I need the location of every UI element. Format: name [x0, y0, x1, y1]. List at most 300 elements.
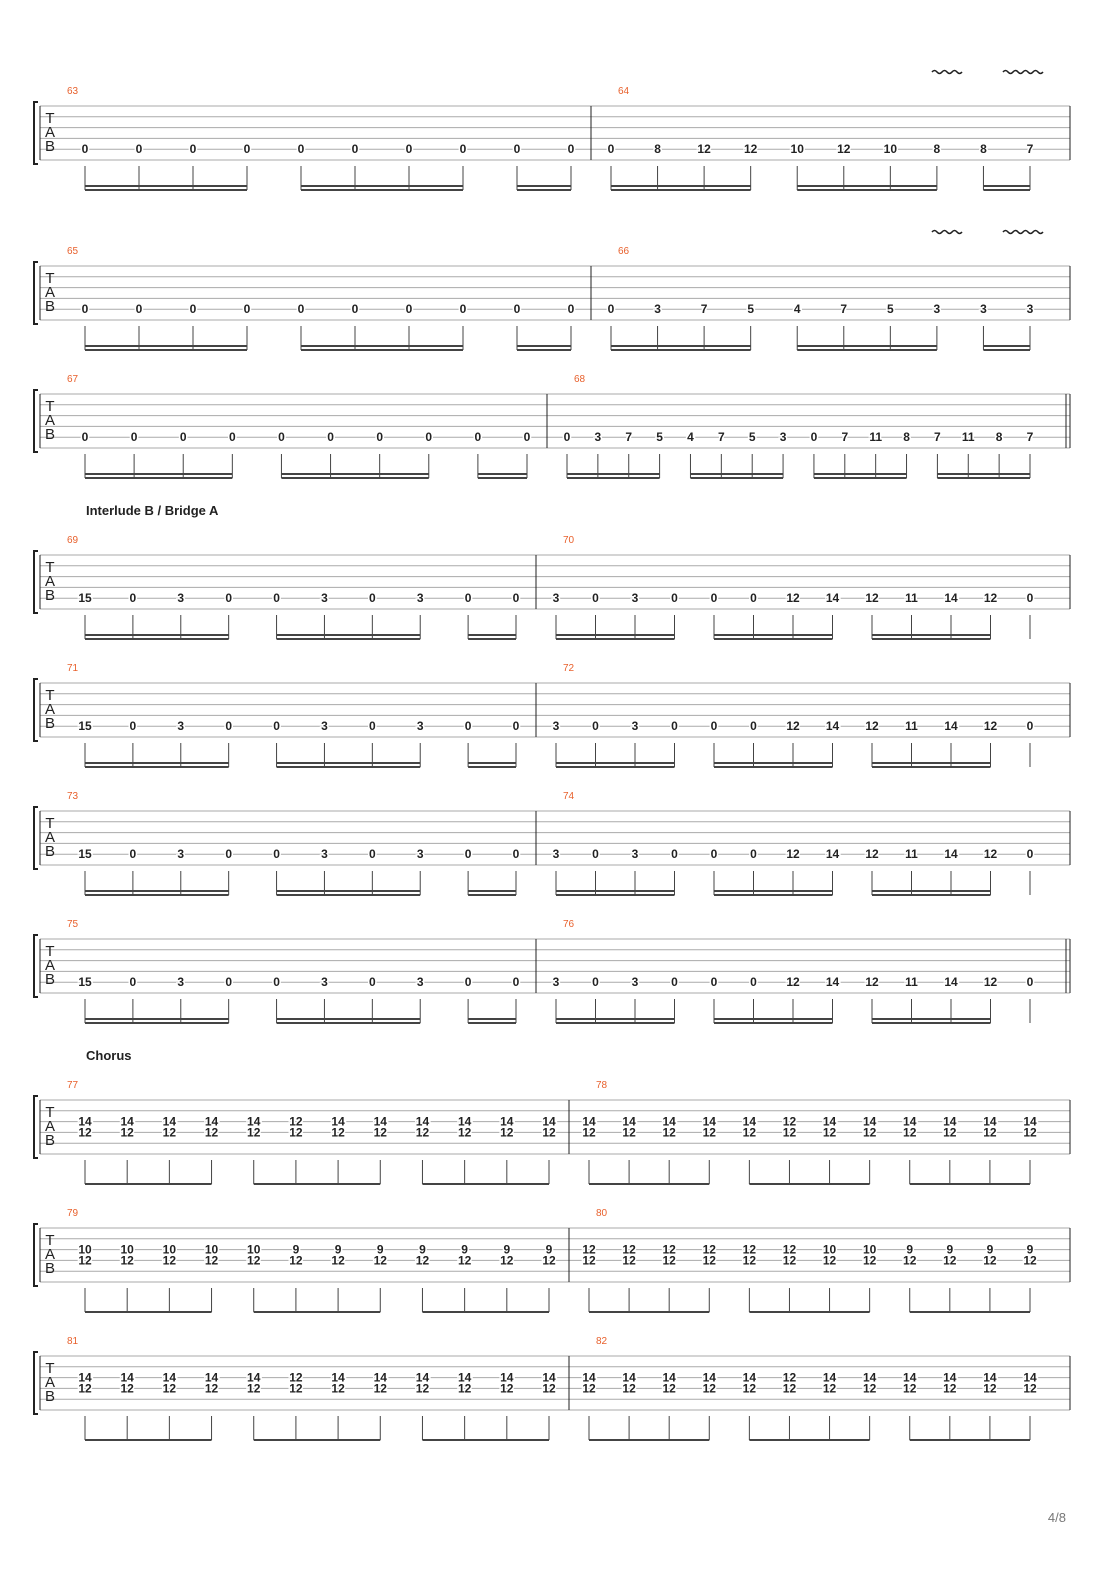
fret-number: 12 — [289, 1253, 303, 1268]
fret-number: 14 — [1023, 1370, 1037, 1385]
fret-number: 14 — [582, 1370, 596, 1385]
fret-number: 12 — [662, 1381, 676, 1396]
tab-clef-letter: B — [44, 426, 56, 443]
fret-number: 12 — [662, 1242, 676, 1257]
fret-number: 0 — [243, 302, 251, 317]
fret-number: 12 — [78, 1253, 92, 1268]
fret-number: 12 — [162, 1125, 177, 1140]
fret-number: 12 — [373, 1381, 387, 1396]
fret-number: 12 — [702, 1242, 716, 1257]
fret-number: 7 — [1026, 430, 1034, 445]
tab-clef-letter: A — [44, 701, 56, 718]
system-bracket — [34, 390, 38, 452]
fret-number: 12 — [702, 1253, 716, 1268]
fret-number: 9 — [545, 1242, 553, 1257]
fret-number: 14 — [944, 719, 958, 734]
fret-number: 0 — [225, 847, 233, 862]
fret-number: 0 — [710, 591, 718, 606]
fret-number: 12 — [204, 1253, 219, 1268]
measure-number: 81 — [67, 1336, 79, 1347]
fret-number: 0 — [464, 975, 472, 990]
fret-number: 9 — [292, 1242, 300, 1257]
fret-number: 3 — [416, 719, 424, 734]
fret-number: 0 — [405, 142, 413, 157]
fret-number: 14 — [822, 1370, 837, 1385]
fret-number: 12 — [983, 1381, 997, 1396]
fret-number: 3 — [416, 847, 424, 862]
fret-number: 0 — [512, 719, 520, 734]
fret-number: 0 — [243, 142, 251, 157]
fret-number: 0 — [710, 975, 718, 990]
fret-number: 12 — [415, 1381, 430, 1396]
fret-number: 0 — [607, 142, 615, 157]
fret-number: 14 — [903, 1114, 917, 1129]
fret-number: 14 — [825, 975, 840, 990]
fret-number: 12 — [247, 1125, 261, 1140]
tab-clef-letter: T — [45, 1232, 55, 1249]
fret-number: 12 — [500, 1125, 514, 1140]
fret-number: 3 — [552, 847, 560, 862]
fret-number: 7 — [840, 302, 848, 317]
fret-number: 0 — [273, 975, 280, 990]
fret-number: 3 — [416, 591, 424, 606]
fret-number: 3 — [631, 719, 639, 734]
fret-number: 0 — [513, 302, 521, 317]
tab-clef-letter: T — [45, 1360, 55, 1377]
fret-number: 14 — [862, 1370, 877, 1385]
fret-number: 0 — [1026, 975, 1034, 990]
fret-number: 12 — [983, 1253, 997, 1268]
fret-number: 0 — [135, 142, 143, 157]
fret-number: 9 — [986, 1242, 994, 1257]
fret-number: 0 — [129, 719, 137, 734]
system-bracket — [34, 935, 38, 997]
fret-number: 12 — [865, 591, 879, 606]
fret-number: 0 — [1026, 719, 1034, 734]
fret-number: 3 — [1026, 302, 1034, 317]
fret-number: 0 — [523, 430, 531, 445]
fret-number: 8 — [933, 142, 941, 157]
fret-number: 0 — [425, 430, 433, 445]
fret-number: 0 — [81, 302, 89, 317]
fret-number: 12 — [822, 1253, 837, 1268]
fret-number: 14 — [120, 1114, 134, 1129]
fret-number: 7 — [1026, 142, 1034, 157]
vibrato-mark — [932, 71, 962, 74]
fret-number: 0 — [567, 302, 575, 317]
tab-clef-letter: T — [45, 815, 55, 832]
fret-number: 12 — [162, 1381, 177, 1396]
fret-number: 12 — [903, 1253, 917, 1268]
fret-number: 7 — [700, 302, 708, 317]
fret-number: 7 — [625, 430, 633, 445]
fret-number: 0 — [351, 302, 359, 317]
tab-clef-letter: A — [44, 573, 56, 590]
tab-clef-letter: B — [44, 298, 56, 315]
fret-number: 0 — [464, 847, 472, 862]
fret-number: 12 — [289, 1370, 303, 1385]
page-number: 4/8 — [1047, 1510, 1066, 1525]
fret-number: 9 — [419, 1242, 426, 1257]
tab-clef-letter: B — [44, 843, 56, 860]
fret-number: 12 — [204, 1381, 219, 1396]
fret-number: 14 — [457, 1114, 472, 1129]
fret-number: 0 — [607, 302, 615, 317]
tab-clef-letter: A — [44, 1118, 56, 1135]
fret-number: 3 — [631, 591, 639, 606]
measure-number: 64 — [618, 86, 630, 97]
fret-number: 3 — [177, 975, 185, 990]
fret-number: 12 — [582, 1381, 596, 1396]
system-bracket — [34, 262, 38, 324]
fret-number: 10 — [247, 1242, 261, 1257]
fret-number: 9 — [1026, 1242, 1034, 1257]
fret-number: 14 — [500, 1370, 514, 1385]
fret-number: 12 — [822, 1125, 837, 1140]
fret-number: 0 — [327, 430, 334, 445]
fret-number: 14 — [662, 1114, 676, 1129]
fret-number: 8 — [654, 142, 661, 157]
fret-number: 10 — [204, 1242, 219, 1257]
fret-number: 12 — [782, 1114, 797, 1129]
measure-number: 63 — [67, 86, 79, 97]
fret-number: 12 — [500, 1253, 514, 1268]
system-bracket — [34, 1096, 38, 1158]
fret-number: 0 — [189, 142, 197, 157]
fret-number: 12 — [582, 1242, 596, 1257]
fret-number: 12 — [457, 1125, 472, 1140]
fret-number: 15 — [78, 847, 92, 862]
fret-number: 0 — [563, 430, 571, 445]
fret-number: 12 — [865, 975, 879, 990]
fret-number: 14 — [415, 1370, 430, 1385]
fret-number: 0 — [297, 302, 305, 317]
fret-number: 12 — [331, 1253, 345, 1268]
fret-number: 14 — [247, 1114, 261, 1129]
fret-number: 8 — [995, 430, 1003, 445]
fret-number: 12 — [662, 1253, 676, 1268]
fret-number: 0 — [710, 719, 718, 734]
fret-number: 7 — [934, 430, 941, 445]
fret-number: 12 — [622, 1253, 636, 1268]
fret-number: 12 — [120, 1253, 134, 1268]
fret-number: 12 — [120, 1125, 134, 1140]
fret-number: 12 — [662, 1125, 676, 1140]
measure-number: 73 — [67, 791, 79, 802]
fret-number: 10 — [162, 1242, 177, 1257]
fret-number: 14 — [825, 719, 840, 734]
fret-number: 0 — [179, 430, 187, 445]
fret-number: 14 — [662, 1370, 676, 1385]
measure-number: 69 — [67, 535, 79, 546]
fret-number: 12 — [786, 975, 800, 990]
tab-clef-letter: T — [45, 270, 55, 287]
fret-number: 12 — [622, 1242, 636, 1257]
fret-number: 12 — [862, 1253, 877, 1268]
fret-number: 12 — [782, 1253, 797, 1268]
fret-number: 14 — [331, 1370, 345, 1385]
fret-number: 3 — [321, 591, 328, 606]
fret-number: 12 — [943, 1253, 957, 1268]
fret-number: 0 — [592, 591, 599, 606]
tab-clef-letter: T — [45, 943, 55, 960]
measure-number: 66 — [618, 246, 630, 257]
fret-number: 0 — [464, 591, 472, 606]
fret-number: 8 — [903, 430, 910, 445]
fret-number: 14 — [903, 1370, 917, 1385]
fret-number: 0 — [135, 302, 143, 317]
fret-number: 0 — [750, 975, 757, 990]
fret-number: 12 — [204, 1125, 219, 1140]
fret-number: 12 — [247, 1253, 261, 1268]
fret-number: 14 — [373, 1114, 387, 1129]
fret-number: 10 — [883, 142, 898, 157]
fret-number: 0 — [368, 975, 376, 990]
fret-number: 10 — [790, 142, 804, 157]
fret-number: 12 — [373, 1253, 387, 1268]
fret-number: 0 — [273, 719, 280, 734]
fret-number: 12 — [983, 1125, 997, 1140]
tab-clef-letter: A — [44, 284, 56, 301]
fret-number: 14 — [247, 1370, 261, 1385]
fret-number: 15 — [78, 719, 92, 734]
vibrato-mark — [932, 231, 962, 234]
fret-number: 0 — [671, 847, 678, 862]
fret-number: 12 — [837, 142, 851, 157]
fret-number: 14 — [373, 1370, 387, 1385]
fret-number: 12 — [862, 1381, 877, 1396]
fret-number: 3 — [552, 591, 560, 606]
fret-number: 14 — [542, 1370, 556, 1385]
tab-clef-letter: A — [44, 124, 56, 141]
fret-number: 11 — [905, 975, 918, 990]
fret-number: 0 — [567, 142, 575, 157]
fret-number: 0 — [368, 591, 376, 606]
fret-number: 3 — [631, 975, 639, 990]
fret-number: 14 — [825, 591, 840, 606]
fret-number: 0 — [189, 302, 197, 317]
system-bracket — [34, 551, 38, 613]
fret-number: 0 — [81, 430, 89, 445]
fret-number: 14 — [162, 1114, 177, 1129]
fret-number: 0 — [474, 430, 482, 445]
fret-number: 12 — [782, 1381, 797, 1396]
fret-number: 15 — [78, 591, 92, 606]
fret-number: 12 — [1023, 1253, 1037, 1268]
measure-number: 78 — [596, 1080, 608, 1091]
tab-clef-letter: A — [44, 957, 56, 974]
fret-number: 10 — [822, 1242, 837, 1257]
fret-number: 12 — [331, 1381, 345, 1396]
fret-number: 0 — [278, 430, 285, 445]
fret-number: 0 — [513, 142, 521, 157]
fret-number: 12 — [702, 1381, 716, 1396]
fret-number: 12 — [742, 1125, 757, 1140]
fret-number: 0 — [459, 142, 467, 157]
measure-number: 82 — [596, 1336, 608, 1347]
fret-number: 12 — [742, 1242, 757, 1257]
fret-number: 12 — [289, 1125, 303, 1140]
tab-clef-letter: A — [44, 412, 56, 429]
fret-number: 14 — [944, 591, 958, 606]
measure-number: 77 — [67, 1080, 79, 1091]
fret-number: 14 — [742, 1114, 757, 1129]
fret-number: 9 — [334, 1242, 342, 1257]
fret-number: 5 — [747, 302, 755, 317]
fret-number: 12 — [542, 1381, 556, 1396]
fret-number: 12 — [582, 1253, 596, 1268]
vibrato-mark — [1003, 71, 1043, 74]
fret-number: 9 — [946, 1242, 954, 1257]
fret-number: 12 — [78, 1381, 92, 1396]
fret-number: 12 — [289, 1381, 303, 1396]
fret-number: 0 — [750, 847, 757, 862]
fret-number: 10 — [120, 1242, 134, 1257]
fret-number: 3 — [594, 430, 602, 445]
fret-number: 12 — [582, 1125, 596, 1140]
measure-number: 71 — [67, 663, 79, 674]
fret-number: 9 — [376, 1242, 384, 1257]
fret-number: 14 — [862, 1114, 877, 1129]
fret-number: 12 — [865, 847, 879, 862]
vibrato-mark — [1003, 231, 1043, 234]
fret-number: 12 — [1023, 1125, 1037, 1140]
fret-number: 3 — [980, 302, 987, 317]
fret-number: 12 — [943, 1125, 957, 1140]
section-heading: Interlude B / Bridge A — [86, 503, 219, 518]
section-heading: Chorus — [86, 1048, 132, 1063]
fret-number: 14 — [204, 1114, 219, 1129]
fret-number: 0 — [81, 142, 89, 157]
fret-number: 3 — [552, 975, 560, 990]
tab-clef-letter: B — [44, 1132, 56, 1149]
fret-number: 14 — [983, 1370, 997, 1385]
fret-number: 14 — [204, 1370, 219, 1385]
measure-number: 74 — [563, 791, 575, 802]
fret-number: 12 — [782, 1370, 797, 1385]
tab-clef-letter: T — [45, 687, 55, 704]
fret-number: 14 — [1023, 1114, 1037, 1129]
fret-number: 0 — [512, 975, 520, 990]
fret-number: 12 — [742, 1253, 757, 1268]
fret-number: 7 — [717, 430, 725, 445]
fret-number: 12 — [786, 591, 800, 606]
fret-number: 8 — [980, 142, 987, 157]
fret-number: 12 — [457, 1381, 472, 1396]
measure-number: 80 — [596, 1208, 608, 1219]
fret-number: 4 — [793, 302, 801, 317]
fret-number: 0 — [592, 975, 599, 990]
fret-number: 12 — [743, 142, 758, 157]
fret-number: 12 — [702, 1125, 716, 1140]
fret-number: 12 — [162, 1253, 177, 1268]
fret-number: 0 — [351, 142, 359, 157]
fret-number: 14 — [415, 1114, 430, 1129]
fret-number: 14 — [742, 1370, 757, 1385]
fret-number: 0 — [1026, 591, 1034, 606]
fret-number: 0 — [273, 591, 280, 606]
fret-number: 14 — [944, 847, 958, 862]
tab-clef-letter: A — [44, 829, 56, 846]
measure-number: 72 — [563, 663, 575, 674]
fret-number: 14 — [162, 1370, 177, 1385]
fret-number: 14 — [822, 1114, 837, 1129]
fret-number: 14 — [943, 1370, 957, 1385]
tab-clef-letter: B — [44, 1388, 56, 1405]
tab-clef-letter: B — [44, 138, 56, 155]
fret-number: 12 — [331, 1125, 345, 1140]
fret-number: 3 — [552, 719, 560, 734]
fret-number: 3 — [321, 975, 328, 990]
tab-clef-letter: T — [45, 559, 55, 576]
fret-number: 14 — [943, 1114, 957, 1129]
fret-number: 12 — [983, 975, 998, 990]
measure-number: 70 — [563, 535, 575, 546]
fret-number: 0 — [1026, 847, 1034, 862]
fret-number: 12 — [782, 1242, 797, 1257]
measure-number: 67 — [67, 374, 79, 385]
tab-clef-letter: B — [44, 971, 56, 988]
fret-number: 7 — [841, 430, 849, 445]
fret-number: 14 — [78, 1114, 92, 1129]
fret-number: 0 — [671, 975, 678, 990]
fret-number: 0 — [512, 847, 520, 862]
fret-number: 14 — [542, 1114, 556, 1129]
fret-number: 14 — [944, 975, 958, 990]
fret-number: 12 — [542, 1125, 556, 1140]
fret-number: 3 — [654, 302, 661, 317]
fret-number: 12 — [903, 1125, 917, 1140]
fret-number: 12 — [78, 1125, 92, 1140]
fret-number: 0 — [512, 591, 520, 606]
fret-number: 12 — [903, 1381, 917, 1396]
fret-number: 12 — [865, 719, 879, 734]
fret-number: 12 — [822, 1381, 837, 1396]
measure-number: 75 — [67, 919, 79, 930]
fret-number: 0 — [225, 591, 233, 606]
fret-number: 0 — [671, 719, 678, 734]
fret-number: 11 — [905, 591, 918, 606]
fret-number: 15 — [78, 975, 92, 990]
fret-number: 14 — [457, 1370, 472, 1385]
fret-number: 10 — [78, 1242, 92, 1257]
fret-number: 0 — [129, 591, 137, 606]
fret-number: 0 — [225, 719, 233, 734]
fret-number: 3 — [177, 847, 185, 862]
fret-number: 12 — [373, 1125, 387, 1140]
fret-number: 12 — [120, 1381, 134, 1396]
tab-clef-letter: A — [44, 1246, 56, 1263]
fret-number: 12 — [862, 1125, 877, 1140]
fret-number: 0 — [750, 719, 757, 734]
fret-number: 12 — [1023, 1381, 1037, 1396]
fret-number: 11 — [961, 430, 975, 445]
fret-number: 9 — [906, 1242, 914, 1257]
fret-number: 0 — [129, 975, 137, 990]
fret-number: 0 — [368, 847, 376, 862]
tab-clef-letter: T — [45, 398, 55, 415]
fret-number: 5 — [748, 430, 756, 445]
fret-number: 0 — [592, 847, 599, 862]
fret-number: 5 — [886, 302, 894, 317]
fret-number: 10 — [862, 1242, 877, 1257]
fret-number: 3 — [177, 719, 185, 734]
tab-clef-letter: T — [45, 1104, 55, 1121]
fret-number: 3 — [177, 591, 185, 606]
fret-number: 11 — [905, 847, 918, 862]
fret-number: 3 — [779, 430, 787, 445]
measure-number: 76 — [563, 919, 575, 930]
